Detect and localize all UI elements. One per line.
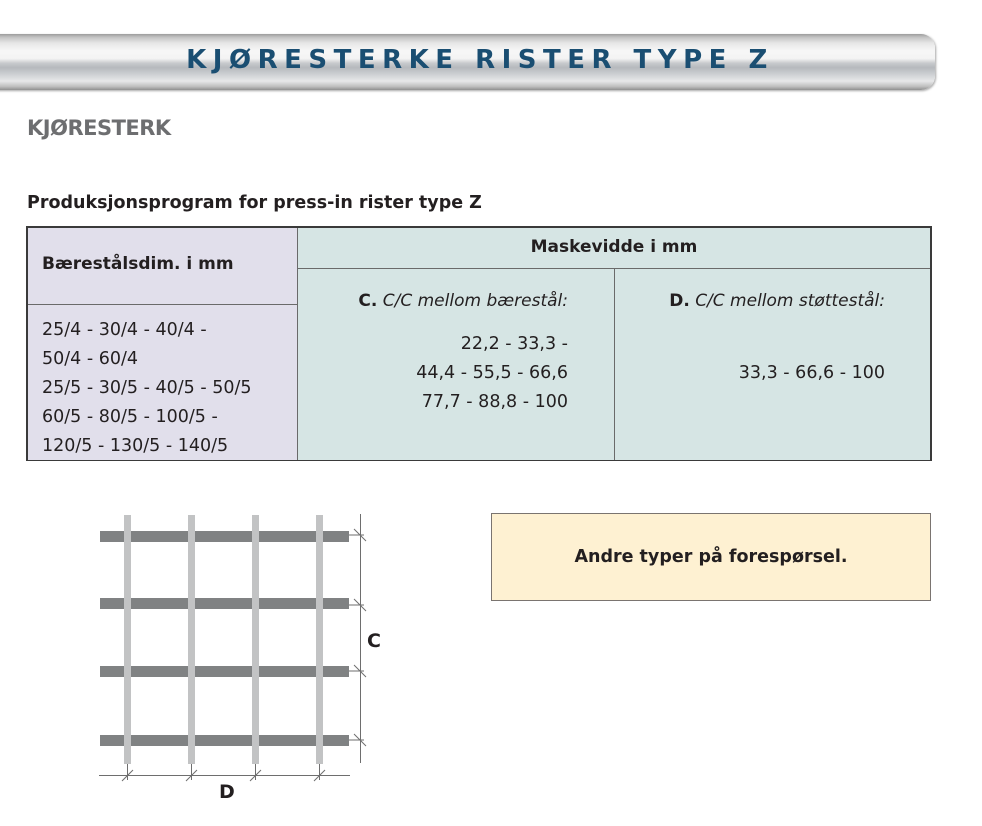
section-title: KJØRESTERK xyxy=(27,116,171,140)
bearing-bars xyxy=(100,531,349,746)
dimension-header-cell xyxy=(28,228,298,305)
table-caption: Produksjonsprogram for press-in rister type Z xyxy=(27,193,482,213)
dimension-header: Bærestålsdim. i mm xyxy=(42,254,234,274)
banner-title: KJØRESTERKE RISTER TYPE Z xyxy=(186,45,774,75)
dimension-d-label: D xyxy=(219,781,235,803)
d-spacing-cell xyxy=(615,269,930,460)
mesh-header: Maskevidde i mm xyxy=(530,237,698,257)
c-value-line: 77,7 - 88,8 - 100 xyxy=(421,392,568,412)
dimension-line: 50/4 - 60/4 xyxy=(42,349,139,369)
cross-bars xyxy=(124,515,323,764)
c-value-line: 44,4 - 55,5 - 66,6 xyxy=(416,363,568,383)
c-label: C/C mellom bærestål: xyxy=(382,291,568,311)
dimension-c-label: C xyxy=(367,630,381,652)
mesh-header-cell xyxy=(298,228,930,269)
c-value-line: 22,2 - 33,3 - xyxy=(460,334,568,354)
dimension-line: 25/5 - 30/5 - 40/5 - 50/5 xyxy=(42,378,252,398)
dimension-line: 60/5 - 80/5 - 100/5 - xyxy=(42,407,218,427)
note-text: Andre typer på forespørsel. xyxy=(574,547,848,567)
c-spacing-values xyxy=(416,330,568,417)
note-box xyxy=(491,513,931,601)
c-spacing-cell xyxy=(298,269,615,460)
c-spacing-header xyxy=(358,291,568,311)
dimension-values xyxy=(42,316,252,461)
dimension-line: 25/4 - 30/4 - 40/4 - xyxy=(42,320,207,340)
d-label: C/C mellom støttestål: xyxy=(695,291,885,311)
dimension-d-line xyxy=(99,764,350,781)
c-prefix: C. xyxy=(358,291,378,311)
dimension-line: 120/5 - 130/5 - 140/5 xyxy=(42,436,229,456)
d-spacing-header xyxy=(669,291,885,311)
d-prefix: D. xyxy=(669,291,690,311)
d-value-line: 33,3 - 66,6 - 100 xyxy=(738,363,885,383)
production-table xyxy=(26,226,932,461)
d-spacing-values xyxy=(739,359,885,388)
dimension-c-line xyxy=(349,514,366,763)
